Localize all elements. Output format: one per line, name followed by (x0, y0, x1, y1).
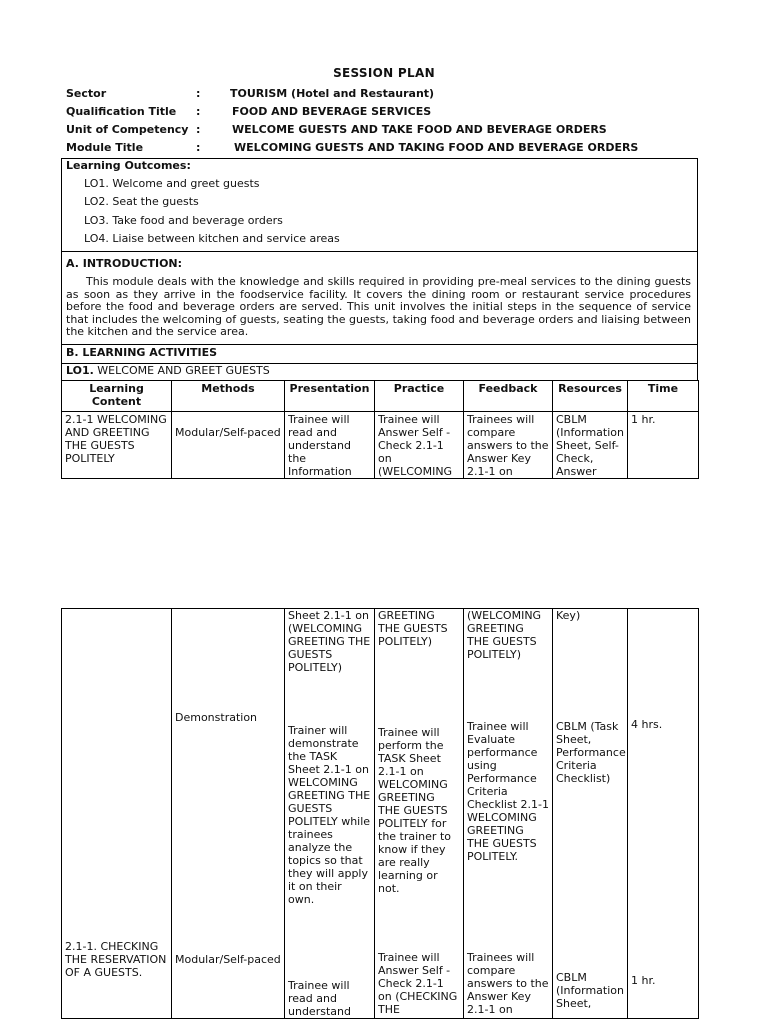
header-info-table (66, 84, 706, 156)
column-header: Learning Content (62, 381, 172, 412)
column-header: Practice (375, 381, 464, 412)
table-cell-time (628, 609, 699, 1019)
info-label: Unit of Competency (66, 122, 189, 136)
info-value: WELCOMING GUESTS AND TAKING FOOD AND BEVERAGE ORDERS (234, 140, 639, 154)
activities-table-continued (61, 608, 699, 1019)
cont-resources: Key) (556, 609, 581, 622)
info-row-module (66, 138, 706, 156)
introduction-box (61, 251, 698, 345)
lo1-text: WELCOME AND GREET GUESTS (93, 364, 270, 377)
introduction-heading: A. INTRODUCTION: (66, 257, 183, 270)
cont-presentation: Sheet 2.1-1 on (WELCOMING GREETING THE GUESTS POLITELY) (288, 609, 371, 674)
cont-feedback: (WELCOMING GREETING THE GUESTS POLITELY) (467, 609, 542, 661)
info-row-qualification (66, 102, 706, 120)
activities-table (61, 380, 699, 479)
info-colon: : (196, 140, 201, 154)
table-cell-feedback (464, 609, 553, 1019)
table-cell-practice (375, 609, 464, 1019)
cont-practice: GREETING THE GUESTS POLITELY) (378, 609, 448, 648)
document-title: SESSION PLAN (333, 66, 435, 80)
learning-activities-heading-box (61, 344, 698, 364)
table-row (62, 609, 699, 1019)
row3-practice: Trainee will Answer Self - Check 2.1-1 on (CHECKING THE (378, 951, 458, 1016)
info-colon: : (196, 122, 201, 136)
learning-outcomes-heading: Learning Outcomes: (66, 159, 191, 172)
demo-time: 4 hrs. (631, 718, 663, 731)
introduction-text: This module deals with the knowledge and skills required in providing pre-meal services to the dining guests as soon as they arrive in the foodservice facility. It covers the dining room or restaurant service procedures before the food and beverage orders are served. This unit involves the initial steps in the sequence of service that includes the welcoming of guests, seating the guests, taking food and beverage orders and liaising between the kitchen and the service area. (66, 275, 691, 338)
info-label: Module Title (66, 140, 144, 154)
info-label: Sector (66, 86, 107, 100)
table-cell-content: 2.1-1 WELCOMING AND GREETING THE GUESTS POLITELY (62, 412, 172, 479)
row3-resources: CBLM (Information Sheet, (556, 971, 624, 1010)
row3-methods: Modular/Self-paced (175, 953, 281, 966)
learning-outcome-item: LO4. Liaise between kitchen and service areas (84, 232, 340, 245)
demo-method: Demonstration (175, 711, 258, 724)
demo-practice: Trainee will perform the TASK Sheet 2.1-1 on WELCOMING GREETING THE GUESTS POLITELY for the trainer to know if they are really learning or not. (378, 726, 451, 895)
row3-time: 1 hr. (631, 974, 656, 987)
column-header: Methods (172, 381, 285, 412)
info-colon: : (196, 104, 201, 118)
demo-resources: CBLM (Task Sheet, Performance Criteria Checklist) (556, 720, 626, 785)
learning-outcome-item: LO2. Seat the guests (84, 195, 199, 208)
table-cell-methods (172, 609, 285, 1019)
row3-feedback: Trainees will compare answers to the Answer Key 2.1-1 on (467, 951, 549, 1016)
introduction-paragraph (66, 276, 691, 339)
table-cell-methods: Modular/Self-paced (172, 412, 285, 479)
table-cell-feedback: Trainees will compare answers to the Answer Key 2.1-1 on (464, 412, 553, 479)
learning-outcome-item: LO3. Take food and beverage orders (84, 214, 283, 227)
info-value: FOOD AND BEVERAGE SERVICES (232, 104, 432, 118)
table-row (62, 412, 699, 479)
learning-outcomes-box (61, 158, 698, 252)
row3-content: 2.1-1. CHECKING THE RESERVATION OF A GUESTS. (65, 940, 167, 979)
demo-presentation: Trainer will demonstrate the TASK Sheet 2.1-1 on WELCOMING GREETING THE GUESTS POLITELY while trainees analyze the topics so that they will apply it on their own. (288, 724, 371, 906)
info-label: Qualification Title (66, 104, 177, 118)
info-value: WELCOME GUESTS AND TAKE FOOD AND BEVERAGE ORDERS (232, 122, 607, 136)
info-value: TOURISM (Hotel and Restaurant) (230, 86, 435, 100)
lo1-row (61, 363, 698, 381)
info-colon: : (196, 86, 201, 100)
column-header: Time (628, 381, 699, 412)
table-cell-resources: CBLM (Information Sheet, Self-Check, Answer (553, 412, 628, 479)
table-cell-presentation: Trainee will read and understand the Information (285, 412, 375, 479)
learning-activities-heading: B. LEARNING ACTIVITIES (66, 346, 218, 359)
table-header-row (62, 381, 699, 412)
table-cell-resources (553, 609, 628, 1019)
table-cell-content (62, 609, 172, 1019)
column-header: Presentation (285, 381, 375, 412)
column-header: Feedback (464, 381, 553, 412)
lo1-label (66, 364, 270, 377)
row3-presentation: Trainee will read and understand (288, 979, 351, 1018)
column-header: Resources (553, 381, 628, 412)
table-cell-practice: Trainee will Answer Self - Check 2.1-1 on (WELCOMING (375, 412, 464, 479)
lo1-prefix: LO1. (66, 364, 94, 377)
table-cell-time: 1 hr. (628, 412, 699, 479)
demo-feedback: Trainee will Evaluate performance using Performance Criteria Checklist 2.1-1 WELCOMING GREETING THE GUESTS POLITELY. (467, 720, 549, 863)
learning-outcome-item: LO1. Welcome and greet guests (84, 177, 260, 190)
table-cell-presentation (285, 609, 375, 1019)
info-row-sector (66, 84, 706, 102)
info-row-unit (66, 120, 706, 138)
